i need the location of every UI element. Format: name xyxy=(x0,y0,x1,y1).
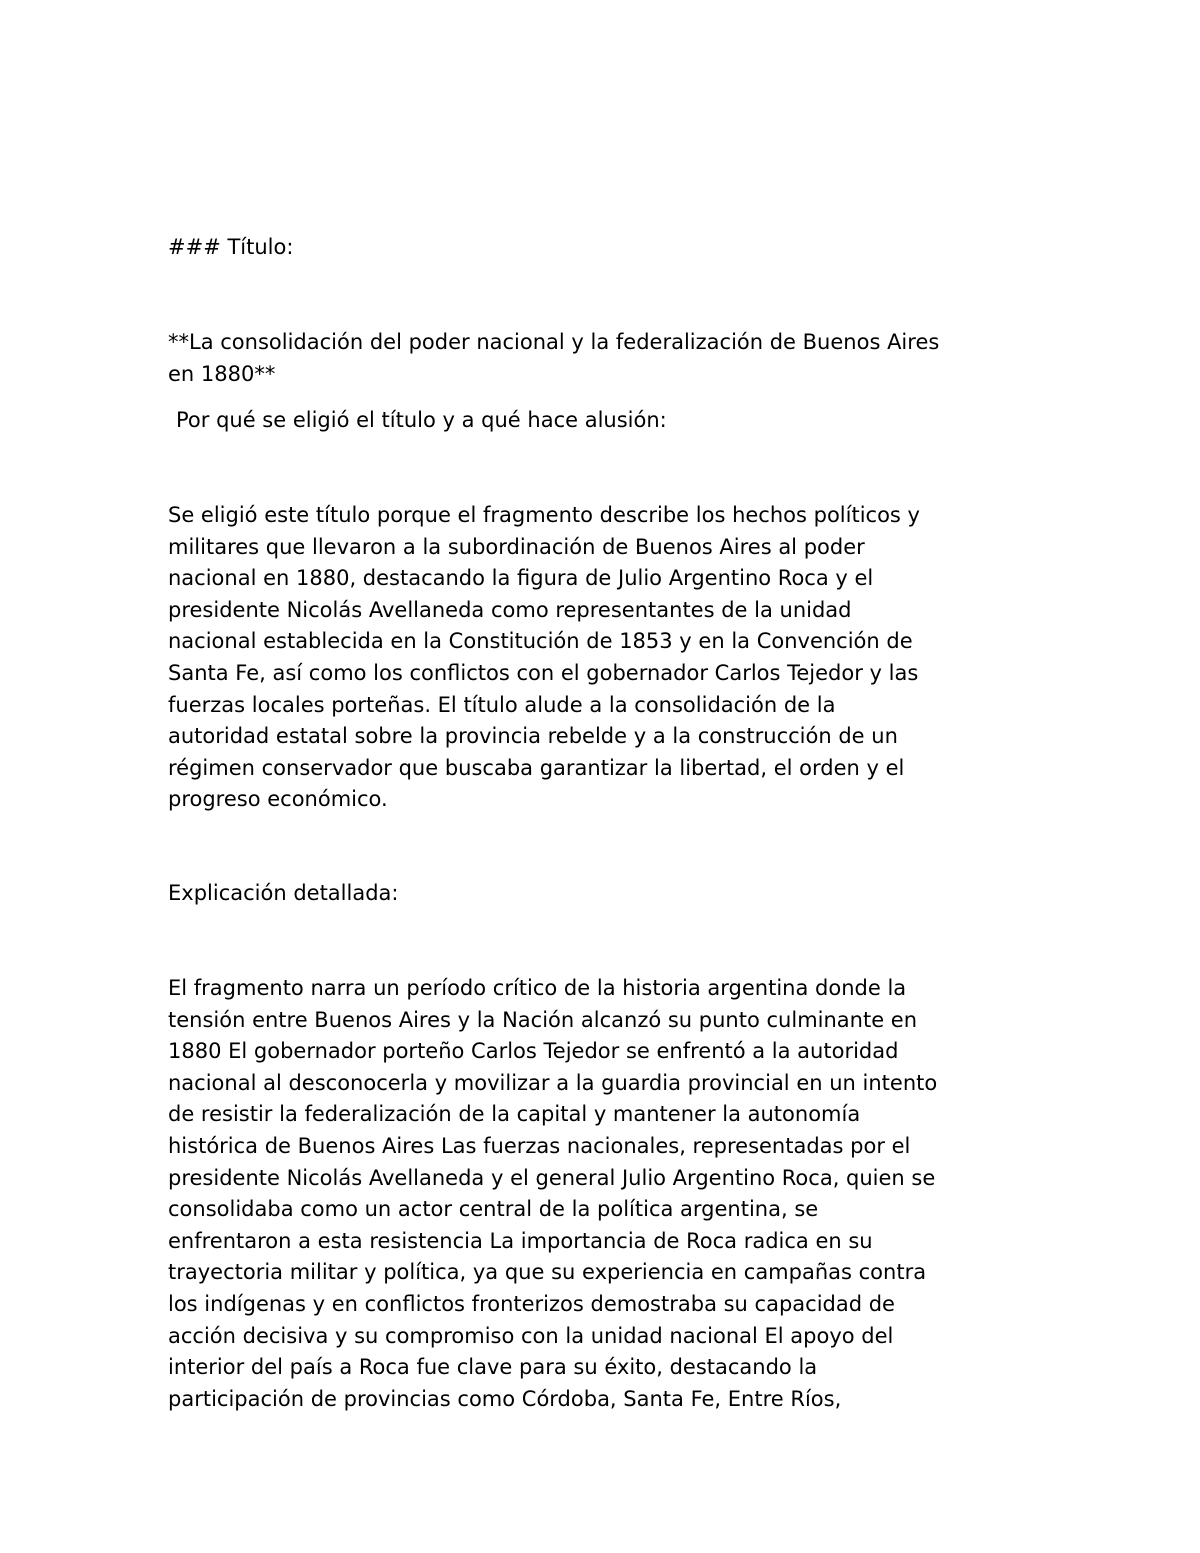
paragraph-line: El fragmento narra un período crítico de la historia argentina donde la xyxy=(168,976,907,1000)
paragraph-line: nacional en 1880, destacando la figura de Julio Argentino Roca y el xyxy=(168,566,874,591)
explanation-heading-text: Explicación detallada: xyxy=(168,881,399,905)
paragraph-line: los indígenas y en conflictos fronterizos demostraba su capacidad de xyxy=(168,1291,895,1316)
paragraph-line: acción decisiva y su compromiso con la unidad nacional El apoyo del xyxy=(168,1323,894,1348)
document-page xyxy=(168,0,1048,1553)
answer-paragraph xyxy=(168,500,1048,816)
paragraph-line: participación de provincias como Córdoba, Santa Fe, Entre Ríos, xyxy=(168,1386,842,1411)
question-heading xyxy=(176,405,1056,437)
heading-label-text: ### Título: xyxy=(168,235,294,259)
title-line: **La consolidación del poder nacional y la federalización de Buenos Aires xyxy=(168,330,940,354)
question-text: Por qué se eligió el título y a qué hace alusión: xyxy=(176,408,667,432)
paragraph-line: nacional al desconocerla y movilizar a la guardia provincial en un intento xyxy=(168,1070,938,1095)
paragraph-line: trayectoria militar y política, ya que su experiencia en campañas contra xyxy=(168,1260,927,1285)
paragraph-line: militares que llevaron a la subordinación de Buenos Aires al poder xyxy=(168,534,865,559)
paragraph-line: progreso económico. xyxy=(168,787,388,812)
paragraph-line: nacional establecida en la Constitución de 1853 y en la Convención de xyxy=(168,629,913,654)
paragraph-line: histórica de Buenos Aires Las fuerzas nacionales, representadas por el xyxy=(168,1133,911,1158)
explanation-heading xyxy=(168,878,1048,910)
paragraph-line: consolidaba como un actor central de la política argentina, se xyxy=(168,1197,819,1222)
title-line: en 1880** xyxy=(168,361,276,386)
paragraph-line: tensión entre Buenos Aires y la Nación alcanzó su punto culminante en xyxy=(168,1007,918,1032)
paragraph-line: Santa Fe, así como los conflictos con el gobernador Carlos Tejedor y las xyxy=(168,660,919,685)
paragraph-line: régimen conservador que buscaba garantizar la libertad, el orden y el xyxy=(168,755,905,780)
paragraph-line: presidente Nicolás Avellaneda y el general Julio Argentino Roca, quien se xyxy=(168,1165,936,1190)
paragraph-line: presidente Nicolás Avellaneda como representantes de la unidad xyxy=(168,597,852,622)
paragraph-line: autoridad estatal sobre la provincia rebelde y a la construcción de un xyxy=(168,724,898,749)
paragraph-line: Se eligió este título porque el fragmento describe los hechos políticos y xyxy=(168,503,920,527)
paragraph-line: fuerzas locales porteñas. El título alude a la consolidación de la xyxy=(168,692,836,717)
explanation-paragraph xyxy=(168,973,1048,1415)
heading-label xyxy=(168,232,1048,264)
paragraph-line: de resistir la federalización de la capital y mantener la autonomía xyxy=(168,1102,861,1127)
paragraph-line: 1880 El gobernador porteño Carlos Tejedor se enfrentó a la autoridad xyxy=(168,1039,899,1064)
paragraph-line: interior del país a Roca fue clave para su éxito, destacando la xyxy=(168,1355,818,1380)
document-title xyxy=(168,327,1048,390)
paragraph-line: enfrentaron a esta resistencia La importancia de Roca radica en su xyxy=(168,1228,873,1253)
